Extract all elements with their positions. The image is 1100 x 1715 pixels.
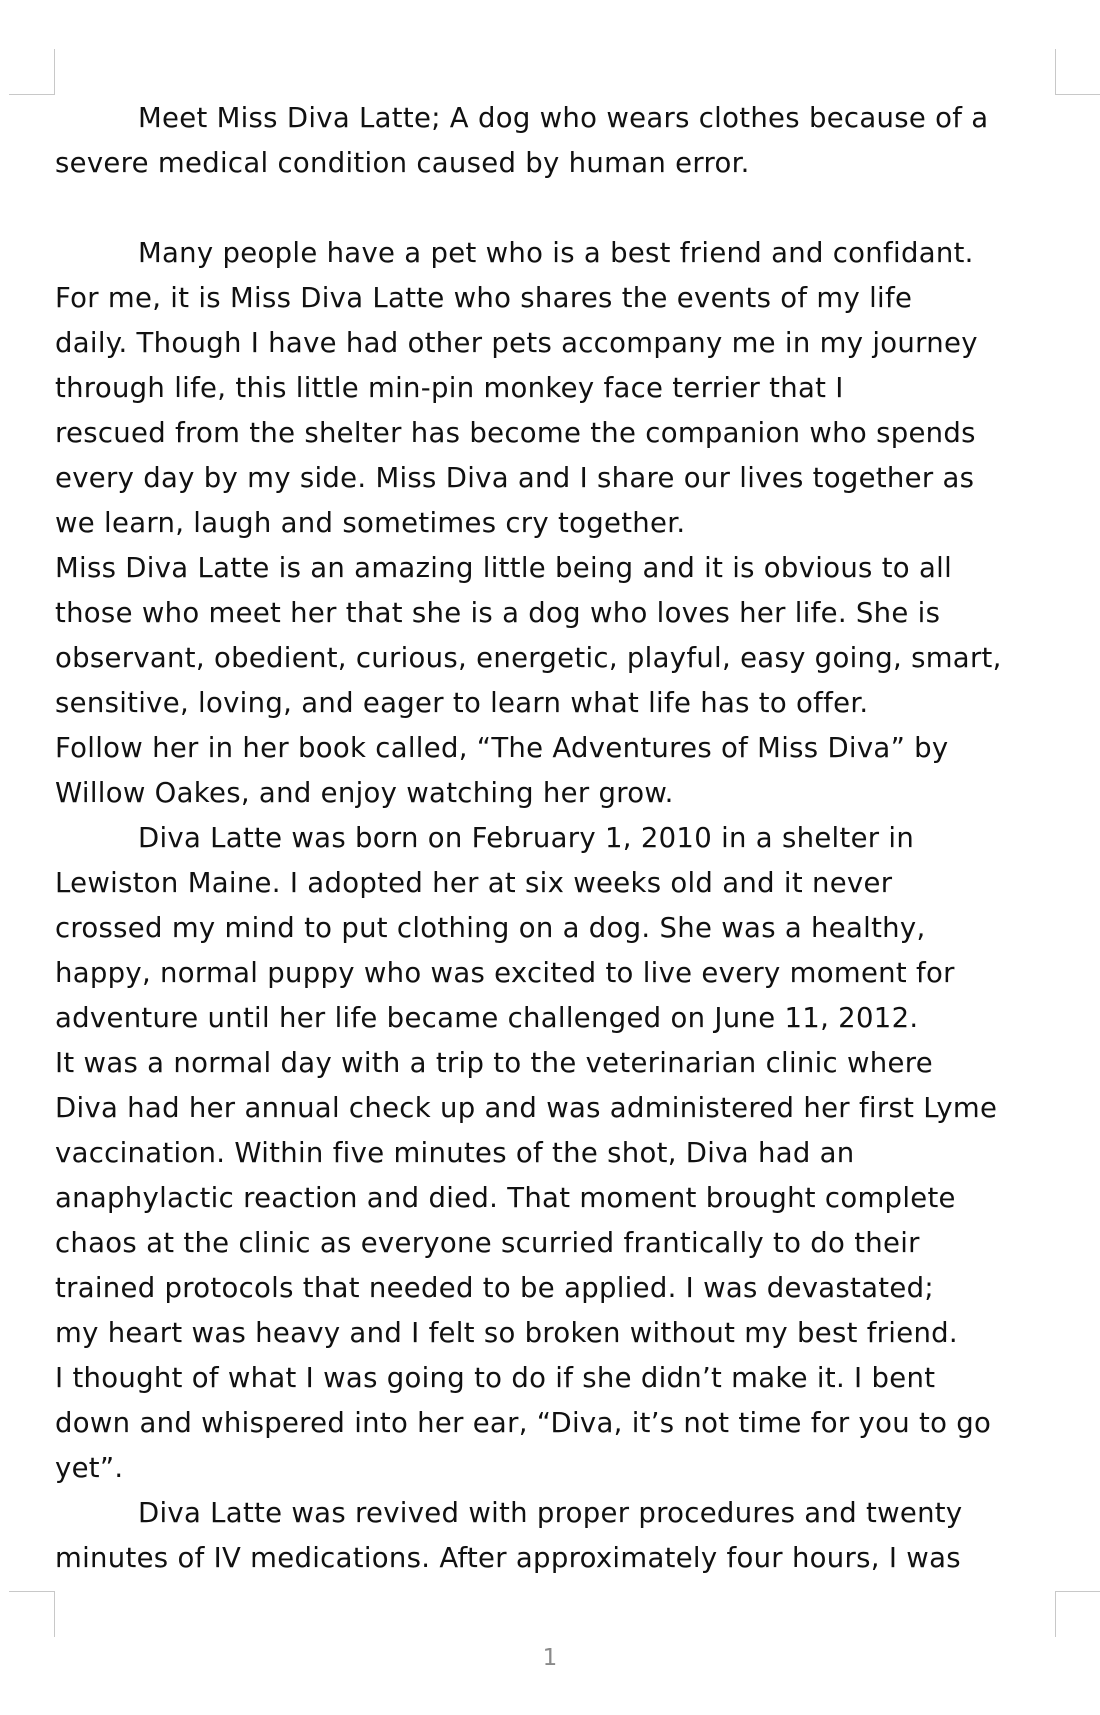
paragraph-follow-book <box>55 726 1055 816</box>
text-line: Miss Diva Latte is an amazing little being and it is obvious to all <box>55 552 953 584</box>
paragraph-spacer <box>55 186 1055 231</box>
text-line: Diva had her annual check up and was administered her first Lyme <box>55 1092 998 1124</box>
text-line: through life, this little min-pin monkey face terrier that I <box>55 372 844 404</box>
text-line: vaccination. Within five minutes of the shot, Diva had an <box>55 1137 855 1169</box>
text-line: chaos at the clinic as everyone scurried frantically to do their <box>55 1227 920 1259</box>
text-line: For me, it is Miss Diva Latte who shares the events of my life <box>55 282 913 314</box>
text-line: down and whispered into her ear, “Diva, it’s not time for you to go <box>55 1407 992 1439</box>
text-line: Meet Miss Diva Latte; A dog who wears clothes because of a <box>138 102 989 134</box>
paragraph-best-friend <box>55 231 1055 546</box>
paragraph-vet-visit <box>55 1041 1055 1491</box>
crop-mark-top-left <box>9 49 55 95</box>
paragraph-intro <box>55 96 1055 186</box>
text-line: Lewiston Maine. I adopted her at six weeks old and it never <box>55 867 893 899</box>
text-line: yet”. <box>55 1452 124 1484</box>
text-line: Diva Latte was revived with proper procedures and twenty <box>138 1497 963 1529</box>
text-line: every day by my side. Miss Diva and I share our lives together as <box>55 462 975 494</box>
text-line: It was a normal day with a trip to the veterinarian clinic where <box>55 1047 933 1079</box>
text-line: Follow her in her book called, “The Adventures of Miss Diva” by <box>55 732 949 764</box>
text-line: happy, normal puppy who was excited to live every moment for <box>55 957 955 989</box>
document-body[interactable] <box>55 96 1055 1581</box>
text-line: sensitive, loving, and eager to learn what life has to offer. <box>55 687 869 719</box>
text-line: rescued from the shelter has become the companion who spends <box>55 417 976 449</box>
crop-mark-bottom-right <box>1055 1591 1100 1637</box>
text-line: daily. Though I have had other pets accompany me in my journey <box>55 327 978 359</box>
crop-mark-top-right <box>1055 49 1100 95</box>
text-line: trained protocols that needed to be applied. I was devastated; <box>55 1272 934 1304</box>
text-line: Many people have a pet who is a best friend and confidant. <box>138 237 974 269</box>
text-line: we learn, laugh and sometimes cry together. <box>55 507 686 539</box>
text-line: I thought of what I was going to do if she didn’t make it. I bent <box>55 1362 936 1394</box>
text-line: observant, obedient, curious, energetic, playful, easy going, smart, <box>55 642 1002 674</box>
paragraph-revived <box>55 1491 1055 1581</box>
text-line: adventure until her life became challenged on June 11, 2012. <box>55 1002 919 1034</box>
text-line: those who meet her that she is a dog who loves her life. She is <box>55 597 941 629</box>
paragraph-amazing-being <box>55 546 1055 726</box>
text-line: minutes of IV medications. After approximately four hours, I was <box>55 1542 961 1574</box>
text-line: my heart was heavy and I felt so broken without my best friend. <box>55 1317 958 1349</box>
text-line: anaphylactic reaction and died. That moment brought complete <box>55 1182 956 1214</box>
text-line: Willow Oakes, and enjoy watching her grow. <box>55 777 674 809</box>
crop-mark-bottom-left <box>9 1591 55 1637</box>
text-line: crossed my mind to put clothing on a dog. She was a healthy, <box>55 912 926 944</box>
page-number: 1 <box>542 1645 558 1671</box>
text-line: Diva Latte was born on February 1, 2010 in a shelter in <box>138 822 915 854</box>
paragraph-born <box>55 816 1055 1041</box>
text-line: severe medical condition caused by human error. <box>55 147 750 179</box>
